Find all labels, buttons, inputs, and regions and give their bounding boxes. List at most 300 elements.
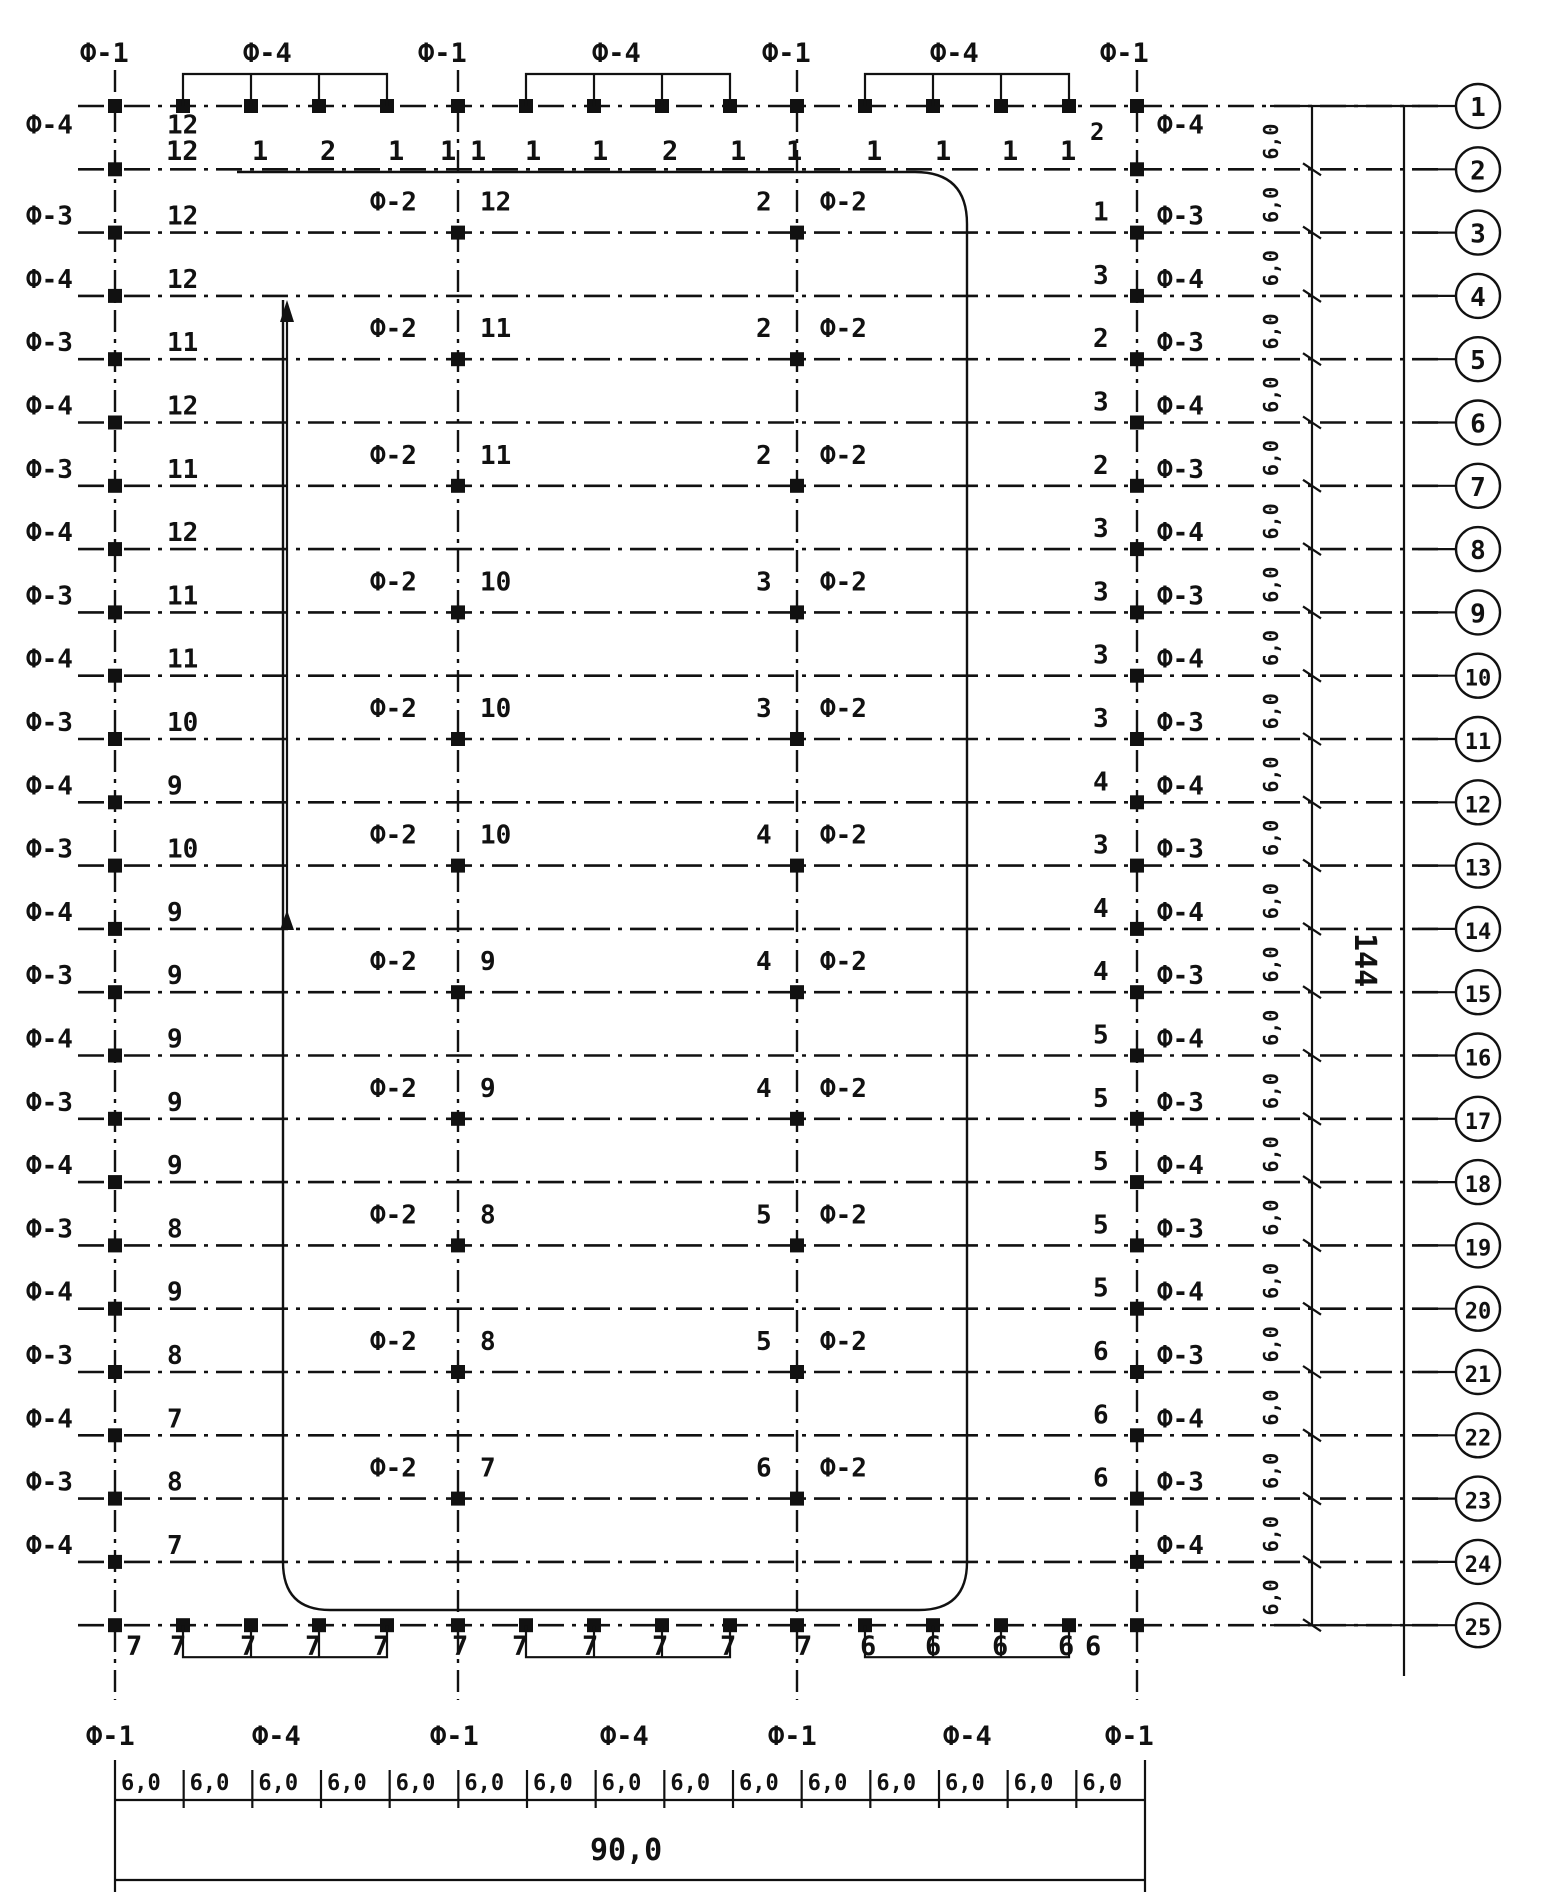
col2-value: 7 <box>480 1453 496 1484</box>
dim-label: 6,0 <box>464 1771 505 1796</box>
node <box>108 1175 122 1189</box>
row-number: 21 <box>1464 1363 1492 1388</box>
col3-value: 5 <box>756 1327 772 1357</box>
left-foundation-label: Ф-3 <box>26 708 73 738</box>
group-bracket <box>183 74 387 106</box>
node <box>108 1049 122 1063</box>
left-foundation-label: Ф-4 <box>26 1277 73 1308</box>
left-value: 12 <box>167 518 199 549</box>
col2-foundation-label: Ф-2 <box>370 947 417 978</box>
top-value: 1 <box>866 136 883 167</box>
node <box>451 1238 465 1252</box>
node <box>451 226 465 240</box>
col3-foundation-label: Ф-2 <box>820 947 867 978</box>
bottom-label-f4-c: Ф-4 <box>943 1721 992 1752</box>
col2-foundation-label: Ф-2 <box>370 187 417 218</box>
dim-label: 6,0 <box>533 1771 573 1796</box>
dim-label: 6,0 <box>1259 1073 1283 1110</box>
col2-foundation-label: Ф-2 <box>370 1073 417 1104</box>
col2-value: 12 <box>480 187 512 218</box>
node <box>108 1555 122 1569</box>
bottom-value: 6 <box>860 1631 877 1662</box>
right-value: 6 <box>1093 1400 1109 1431</box>
dim-label: 6,0 <box>1259 1199 1283 1236</box>
col2-value: 9 <box>480 947 496 978</box>
node <box>1130 732 1144 746</box>
row-number: 4 <box>1470 282 1486 313</box>
left-foundation-label: Ф-4 <box>26 110 73 141</box>
bottom-label-f1-c: Ф-1 <box>768 1721 817 1752</box>
column-axes <box>115 70 1137 1700</box>
top-row-values <box>166 118 1104 167</box>
row-number: 9 <box>1470 599 1486 630</box>
overall-height-label: 144 <box>1347 933 1382 988</box>
node <box>1130 605 1144 619</box>
right-side-labels <box>1093 110 1204 1561</box>
node <box>1130 99 1144 113</box>
bottom-value: 7 <box>582 1631 599 1662</box>
dim-label: 6,0 <box>1259 629 1283 667</box>
left-value: 8 <box>167 1467 183 1498</box>
left-value: 12 <box>167 264 199 295</box>
left-value: 11 <box>167 644 199 675</box>
left-value: 10 <box>167 708 199 738</box>
dim-label: 6,0 <box>1259 1516 1283 1553</box>
right-foundation-label: Ф-4 <box>1157 1024 1204 1055</box>
col2-value: 9 <box>480 1073 496 1104</box>
left-foundation-label: Ф-3 <box>26 201 73 232</box>
right-value: 3 <box>1093 830 1109 861</box>
col3-value: 4 <box>756 820 772 851</box>
dim-label: 6,0 <box>1259 693 1283 730</box>
col2-foundation-label: Ф-2 <box>370 820 417 851</box>
right-foundation-label: Ф-4 <box>1157 644 1204 675</box>
left-side-labels <box>26 110 73 1561</box>
left-value: 9 <box>167 961 183 992</box>
node <box>108 1618 122 1632</box>
node <box>108 352 122 366</box>
left-value: 9 <box>167 897 183 928</box>
group-bracket <box>183 1625 387 1657</box>
left-foundation-label: Ф-3 <box>26 328 73 359</box>
dim-label: 6,0 <box>1259 503 1283 540</box>
left-value: 9 <box>167 1151 183 1182</box>
col3-foundation-label: Ф-2 <box>820 567 867 598</box>
right-value: 5 <box>1093 1147 1109 1178</box>
left-foundation-label: Ф-3 <box>26 834 73 865</box>
right-foundation-label: Ф-4 <box>1157 1151 1204 1182</box>
dim-label: 6,0 <box>670 1771 711 1796</box>
col3-value: 2 <box>756 314 772 345</box>
col3-foundation-label: Ф-2 <box>820 694 867 724</box>
left-side-values <box>167 110 198 1561</box>
internal-contour <box>237 172 967 1610</box>
node <box>790 479 804 493</box>
col3-foundation-label: Ф-2 <box>820 1200 867 1231</box>
node <box>451 985 465 999</box>
right-foundation-label: Ф-3 <box>1157 834 1204 865</box>
node <box>108 542 122 556</box>
dim-label: 6,0 <box>1259 756 1283 793</box>
top-corner-value: 2 <box>1090 118 1105 146</box>
dim-label: 6,0 <box>1259 883 1283 920</box>
bottom-value: 7 <box>305 1631 322 1662</box>
node <box>1130 1492 1144 1506</box>
col3-value: 4 <box>756 1073 772 1104</box>
top-value: 1 <box>525 136 542 167</box>
dim-label: 6,0 <box>189 1771 230 1796</box>
top-value: 1 <box>1002 136 1019 167</box>
left-value: 8 <box>167 1214 183 1245</box>
node <box>1130 1049 1144 1063</box>
top-value: 12 <box>166 136 199 167</box>
node <box>1130 226 1144 240</box>
left-foundation-label: Ф-3 <box>26 961 73 992</box>
top-label-f4-b: Ф-4 <box>592 38 641 69</box>
dim-label: 6,0 <box>945 1771 985 1796</box>
node <box>451 99 465 113</box>
col3-value: 5 <box>756 1200 772 1231</box>
right-value: 4 <box>1093 957 1109 988</box>
row-number: 1 <box>1470 93 1486 123</box>
node <box>108 859 122 873</box>
node <box>1130 985 1144 999</box>
bottom-value: 7 <box>452 1631 469 1662</box>
dim-label: 6,0 <box>1259 819 1283 856</box>
row-number: 24 <box>1464 1552 1492 1578</box>
right-foundation-label: Ф-4 <box>1157 1404 1204 1435</box>
dim-label: 6,0 <box>1259 566 1283 603</box>
col3-value: 4 <box>756 947 772 978</box>
dim-label: 6,0 <box>739 1771 779 1796</box>
left-value: 9 <box>167 771 183 802</box>
right-foundation-label: Ф-3 <box>1157 328 1204 359</box>
dim-label: 6,0 <box>1259 1579 1283 1616</box>
right-value: 6 <box>1093 1463 1109 1494</box>
left-foundation-label: Ф-3 <box>26 1214 73 1245</box>
node <box>1130 1112 1144 1126</box>
node <box>790 99 804 113</box>
left-value: 7 <box>167 1404 183 1435</box>
left-foundation-label: Ф-4 <box>26 391 73 422</box>
col3-foundation-label: Ф-2 <box>820 1327 867 1357</box>
left-foundation-label: Ф-4 <box>26 771 73 802</box>
node <box>1130 922 1144 936</box>
bottom-value: 7 <box>512 1631 529 1662</box>
node <box>1130 669 1144 683</box>
right-foundation-label: Ф-3 <box>1157 454 1204 485</box>
node <box>451 1112 465 1126</box>
dim-label: 6,0 <box>1082 1771 1123 1796</box>
left-value: 12 <box>167 391 199 422</box>
dim-label: 6,0 <box>1259 1009 1283 1046</box>
node <box>108 479 122 493</box>
col2-value: 8 <box>480 1327 496 1357</box>
right-value: 5 <box>1093 1083 1109 1114</box>
node <box>108 605 122 619</box>
group-bracket <box>865 1625 1069 1657</box>
top-value: 2 <box>320 136 337 167</box>
right-value: 2 <box>1093 450 1109 481</box>
row-number: 7 <box>1470 472 1486 503</box>
row-number: 10 <box>1464 666 1492 692</box>
top-value: 1 <box>1060 136 1077 167</box>
node <box>451 1492 465 1506</box>
left-value: 8 <box>167 1341 183 1371</box>
row-number: 18 <box>1464 1173 1492 1199</box>
node <box>1130 1555 1144 1569</box>
left-value: 7 <box>167 1530 183 1561</box>
left-foundation-label: Ф-4 <box>26 1530 73 1561</box>
dim-label: 6,0 <box>121 1771 161 1796</box>
right-foundation-label: Ф-3 <box>1157 1087 1204 1118</box>
col3-foundation-label: Ф-2 <box>820 820 867 851</box>
node <box>1130 859 1144 873</box>
left-foundation-label: Ф-3 <box>26 1341 73 1371</box>
left-foundation-label: Ф-4 <box>26 1404 73 1435</box>
node <box>451 859 465 873</box>
bottom-label-f4-a: Ф-4 <box>252 1721 301 1752</box>
left-foundation-label: Ф-4 <box>26 518 73 549</box>
right-value: 1 <box>1093 197 1109 228</box>
row-number: 12 <box>1464 793 1492 819</box>
node <box>108 99 122 113</box>
node <box>108 1112 122 1126</box>
node <box>108 922 122 936</box>
node <box>1130 416 1144 430</box>
node <box>1130 162 1144 176</box>
right-value: 2 <box>1093 324 1109 355</box>
dim-label: 6,0 <box>1259 1452 1283 1489</box>
left-foundation-label: Ф-4 <box>26 1151 73 1182</box>
left-foundation-label: Ф-3 <box>26 1087 73 1118</box>
node <box>790 605 804 619</box>
row-number: 15 <box>1464 983 1492 1009</box>
top-label-f1-c: Ф-1 <box>762 38 811 69</box>
top-label-f1-a: Ф-1 <box>80 38 129 69</box>
column-3-labels <box>756 188 867 1484</box>
row-number: 25 <box>1464 1616 1492 1642</box>
dim-label: 6,0 <box>1259 1389 1283 1426</box>
bottom-value: 7 <box>373 1631 390 1662</box>
left-foundation-label: Ф-3 <box>26 1467 73 1498</box>
col3-foundation-label: Ф-2 <box>820 314 867 345</box>
dim-label: 6,0 <box>1259 250 1283 287</box>
node <box>108 669 122 683</box>
bottom-value: 6 <box>1085 1631 1102 1662</box>
left-value: 12 <box>167 110 199 141</box>
bottom-value: 6 <box>992 1631 1009 1662</box>
row-number: 23 <box>1464 1489 1492 1515</box>
col3-foundation-label: Ф-2 <box>820 187 867 218</box>
group-bracket <box>865 74 1069 106</box>
bottom-value: 7 <box>126 1631 143 1662</box>
dim-label: 6,0 <box>1259 1136 1283 1173</box>
row-number: 6 <box>1470 409 1486 440</box>
right-foundation-label: Ф-3 <box>1157 1467 1204 1498</box>
row-number: 5 <box>1470 346 1486 377</box>
col2-value: 10 <box>480 820 512 851</box>
row-number: 16 <box>1464 1046 1492 1072</box>
left-value: 9 <box>167 1087 183 1118</box>
node <box>451 1365 465 1379</box>
right-foundation-label: Ф-4 <box>1157 1277 1204 1308</box>
right-value: 5 <box>1093 1273 1109 1304</box>
overall-width-label: 90,0 <box>590 1833 663 1868</box>
bottom-value: 6 <box>1058 1631 1075 1662</box>
top-value: 2 <box>662 136 679 167</box>
bottom-value: 7 <box>240 1631 257 1662</box>
col3-foundation-label: Ф-2 <box>820 1453 867 1484</box>
row-number: 8 <box>1470 536 1486 567</box>
row-number: 13 <box>1464 856 1492 882</box>
col2-value: 10 <box>480 694 512 724</box>
col2-foundation-label: Ф-2 <box>370 1327 417 1357</box>
right-value: 6 <box>1093 1337 1109 1367</box>
dim-label: 6,0 <box>1259 123 1283 160</box>
row-number-circles <box>1418 84 1500 1647</box>
top-label-f4-a: Ф-4 <box>243 38 292 69</box>
left-value: 10 <box>167 834 199 865</box>
left-value: 11 <box>167 581 199 612</box>
node <box>790 732 804 746</box>
dim-label: 6,0 <box>601 1771 642 1796</box>
left-foundation-label: Ф-4 <box>26 897 73 928</box>
top-value: 1 <box>592 136 609 167</box>
right-foundation-label: Ф-4 <box>1157 1530 1204 1561</box>
right-value: 3 <box>1093 387 1109 418</box>
left-value: 12 <box>167 201 199 232</box>
group-bracket <box>526 74 730 106</box>
node <box>1130 1365 1144 1379</box>
col3-value: 6 <box>756 1453 772 1484</box>
node <box>108 1238 122 1252</box>
top-value: 1 <box>252 136 269 167</box>
node <box>1130 1618 1144 1632</box>
bottom-value: 7 <box>720 1631 737 1662</box>
node <box>1130 289 1144 303</box>
right-value: 3 <box>1093 640 1109 671</box>
dim-label: 6,0 <box>1259 1262 1283 1300</box>
vertical-dimension-chain <box>1259 106 1420 1631</box>
node <box>1130 479 1144 493</box>
right-foundation-label: Ф-3 <box>1157 1341 1204 1371</box>
left-foundation-label: Ф-4 <box>26 644 73 675</box>
node <box>790 1238 804 1252</box>
col2-value: 10 <box>480 567 512 598</box>
right-value: 4 <box>1093 767 1109 798</box>
dim-label: 6,0 <box>258 1771 299 1796</box>
bottom-label-f1-d: Ф-1 <box>1105 1721 1154 1752</box>
node <box>790 1365 804 1379</box>
top-value: 1 <box>730 136 747 167</box>
bottom-label-f4-b: Ф-4 <box>600 1721 649 1752</box>
col2-value: 8 <box>480 1200 496 1231</box>
right-foundation-label: Ф-4 <box>1157 771 1204 802</box>
col2-value: 11 <box>480 440 512 471</box>
right-value: 3 <box>1093 260 1109 291</box>
node <box>1130 1302 1144 1316</box>
col2-foundation-label: Ф-2 <box>370 567 417 598</box>
bottom-value: 7 <box>796 1631 813 1662</box>
right-foundation-label: Ф-3 <box>1157 1214 1204 1245</box>
bottom-label-f1-b: Ф-1 <box>430 1721 479 1752</box>
bottom-label-f1-a: Ф-1 <box>86 1721 135 1752</box>
right-foundation-label: Ф-4 <box>1157 264 1204 295</box>
dim-label: 6,0 <box>1259 946 1283 983</box>
node <box>1130 1175 1144 1189</box>
top-value: 1 <box>470 136 487 167</box>
right-foundation-label: Ф-4 <box>1157 391 1204 422</box>
node <box>790 859 804 873</box>
node <box>108 732 122 746</box>
node <box>1130 1428 1144 1442</box>
node <box>451 605 465 619</box>
node <box>451 732 465 746</box>
node <box>790 1112 804 1126</box>
right-value: 5 <box>1093 1020 1109 1051</box>
bottom-value: 6 <box>925 1631 942 1662</box>
node <box>108 416 122 430</box>
right-value: 3 <box>1093 577 1109 608</box>
right-foundation-label: Ф-4 <box>1157 518 1204 549</box>
node <box>1130 542 1144 556</box>
row-number: 17 <box>1464 1109 1492 1135</box>
top-value: 1 <box>440 136 457 167</box>
node <box>108 226 122 240</box>
dim-label: 6,0 <box>1259 186 1283 223</box>
col3-foundation-label: Ф-2 <box>820 1073 867 1104</box>
node <box>108 1492 122 1506</box>
left-value: 11 <box>167 454 199 485</box>
left-value: 9 <box>167 1024 183 1055</box>
dim-label: 6,0 <box>1259 376 1283 413</box>
right-foundation-label: Ф-3 <box>1157 961 1204 992</box>
node <box>108 795 122 809</box>
row-number: 11 <box>1464 730 1492 755</box>
top-label-f4-c: Ф-4 <box>930 38 979 69</box>
left-foundation-label: Ф-3 <box>26 581 73 612</box>
column-2-labels <box>370 188 511 1484</box>
node <box>1130 352 1144 366</box>
col2-foundation-label: Ф-2 <box>370 1453 417 1484</box>
node <box>1130 795 1144 809</box>
left-value: 9 <box>167 1277 183 1308</box>
dim-label: 6,0 <box>1013 1771 1054 1796</box>
dim-label: 6,0 <box>807 1771 848 1796</box>
node <box>108 985 122 999</box>
left-foundation-label: Ф-3 <box>26 454 73 485</box>
node <box>790 352 804 366</box>
right-foundation-label: Ф-4 <box>1157 110 1204 141</box>
node <box>108 1428 122 1442</box>
row-number: 22 <box>1464 1426 1492 1452</box>
row-number: 3 <box>1470 219 1486 250</box>
node <box>451 479 465 493</box>
node <box>108 1302 122 1316</box>
right-foundation-label: Ф-4 <box>1157 897 1204 928</box>
bottom-value: 7 <box>170 1631 187 1662</box>
col2-foundation-label: Ф-2 <box>370 694 417 724</box>
node <box>451 352 465 366</box>
col3-value: 2 <box>756 440 772 471</box>
bottom-value: 7 <box>652 1631 669 1662</box>
right-value: 3 <box>1093 704 1109 734</box>
dim-label: 6,0 <box>1259 313 1283 350</box>
right-value: 4 <box>1093 893 1109 924</box>
col2-foundation-label: Ф-2 <box>370 314 417 345</box>
dim-label: 6,0 <box>1259 440 1283 477</box>
